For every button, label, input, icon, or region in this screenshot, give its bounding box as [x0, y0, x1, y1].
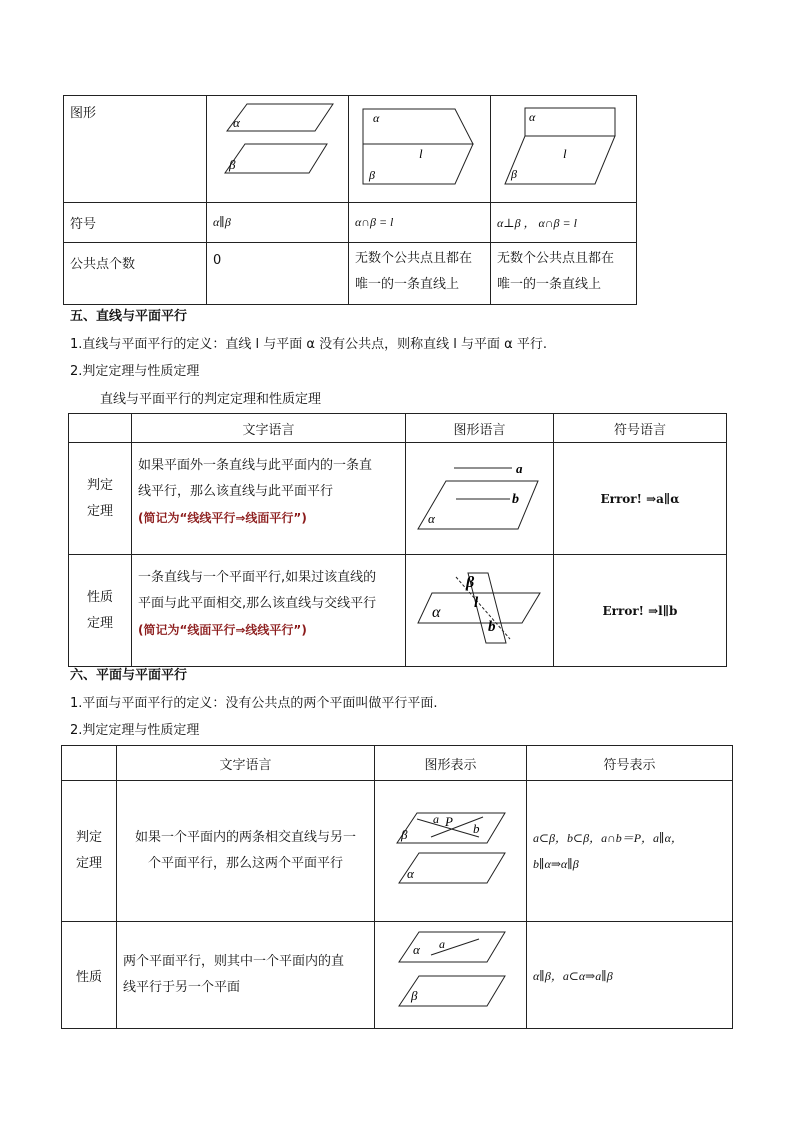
intersecting-planes-diagram — [349, 96, 489, 198]
plane-plane-property-diagram — [375, 922, 527, 1024]
determination-symbol: Error! ⇒a∥α — [554, 443, 727, 555]
common-points-perpendicular: 无数个公共点且都在 唯一的一条直线上 — [491, 243, 637, 305]
svg-text:α: α — [529, 110, 536, 124]
svg-text:α: α — [413, 942, 420, 957]
line-plane-parallel-table — [68, 413, 727, 667]
line-plane-property-diagram — [406, 555, 554, 662]
parallel-planes-diagram — [207, 96, 347, 198]
section6-heading: 六、平面与平面平行 — [70, 668, 188, 683]
figure-parallel-planes — [207, 96, 349, 203]
svg-text:a: a — [433, 812, 439, 826]
plane-determination-figure — [375, 781, 527, 922]
section6-definition: 1.平面与平面平行的定义：没有公共点的两个平面叫做平行平面. — [70, 696, 438, 711]
section5-theorems-title: 2.判定定理与性质定理 — [70, 364, 200, 379]
svg-text:α: α — [432, 604, 441, 621]
symbol-intersect: α∩β = l — [349, 203, 491, 243]
figure-intersecting-planes — [349, 96, 491, 203]
plane-determination-symbol: a⊂β，b⊂β，a∩b＝P，a∥α， b∥α⇒α∥β — [527, 781, 733, 922]
section6-theorems-title: 2.判定定理与性质定理 — [70, 723, 200, 738]
row-plane-determination-label: 判定 定理 — [62, 781, 117, 922]
svg-text:l: l — [474, 595, 479, 611]
row-plane-property-label: 性质 — [62, 922, 117, 1029]
planes-relation-table — [63, 95, 637, 305]
svg-text:β: β — [411, 988, 418, 1003]
property-text: 一条直线与一个平面平行,如果过该直线的 平面与此平面相交,那么该直线与交线平行 (简记为“线面平行⇒线线平行”) — [132, 555, 406, 667]
svg-text:α: α — [233, 115, 240, 130]
row-figure-label: 图形 — [64, 96, 207, 203]
header-symbol-language: 符号语言 — [554, 414, 727, 443]
svg-text:β: β — [466, 574, 475, 591]
svg-text:l: l — [419, 146, 423, 161]
plane-plane-parallel-table — [61, 745, 733, 1029]
plane-plane-determination-diagram — [375, 781, 527, 917]
header-figure-language: 图形语言 — [406, 414, 554, 443]
svg-text:l: l — [563, 146, 567, 161]
line-plane-determination-diagram — [406, 443, 554, 550]
common-points-intersect: 无数个公共点且都在 唯一的一条直线上 — [349, 243, 491, 305]
section5-heading: 五、直线与平面平行 — [70, 309, 188, 324]
svg-text:β: β — [369, 168, 375, 182]
row-common-points-label: 公共点个数 — [64, 243, 207, 305]
determination-text: 如果平面外一条直线与此平面内的一条直 线平行，那么该直线与此平面平行 (简记为“线线平行⇒线面平行”) — [132, 443, 406, 555]
header-text-language: 文字语言 — [132, 414, 406, 443]
row-symbol-label: 符号 — [64, 203, 207, 243]
row-determination-label: 判定 定理 — [69, 443, 132, 555]
header-text-expression: 文字语言 — [117, 746, 375, 781]
svg-text:b: b — [488, 619, 496, 635]
property-figure — [406, 555, 554, 667]
plane-property-figure — [375, 922, 527, 1029]
plane-determination-text: 如果一个平面内的两条相交直线与另一 个平面平行，那么这两个平面平行 — [117, 781, 375, 922]
svg-text:β: β — [401, 827, 408, 842]
svg-text:β: β — [511, 167, 517, 181]
section5-table-caption: 直线与平面平行的判定定理和性质定理 — [100, 392, 322, 407]
svg-text:β: β — [229, 157, 236, 172]
svg-text:a: a — [516, 461, 523, 476]
header-symbol-expression: 符号表示 — [527, 746, 733, 781]
property-symbol: Error! ⇒l∥b — [554, 555, 727, 667]
svg-text:α: α — [373, 111, 380, 125]
symbol-parallel: α∥β — [207, 203, 349, 243]
perpendicular-planes-diagram — [491, 96, 635, 198]
figure-perpendicular-planes — [491, 96, 637, 203]
svg-text:a: a — [439, 937, 445, 951]
determination-figure — [406, 443, 554, 555]
section5-definition: 1.直线与平面平行的定义：直线 l 与平面 α 没有公共点，则称直线 l 与平面 α 平行. — [70, 337, 547, 352]
svg-text:b: b — [512, 492, 519, 507]
svg-text:b: b — [473, 821, 480, 836]
svg-text:α: α — [407, 866, 414, 881]
svg-text:α: α — [428, 511, 435, 526]
plane-property-symbol: α∥β，a⊂α⇒a∥β — [527, 922, 733, 1029]
common-points-parallel: 0 — [207, 243, 349, 305]
header-figure-expression: 图形表示 — [375, 746, 527, 781]
symbol-perpendicular: α⊥β ， α∩β = l — [491, 203, 637, 243]
row-property-label: 性质 定理 — [69, 555, 132, 667]
svg-text:P: P — [445, 814, 453, 829]
plane-property-text: 两个平面平行，则其中一个平面内的直 线平行于另一个平面 — [117, 922, 375, 1029]
